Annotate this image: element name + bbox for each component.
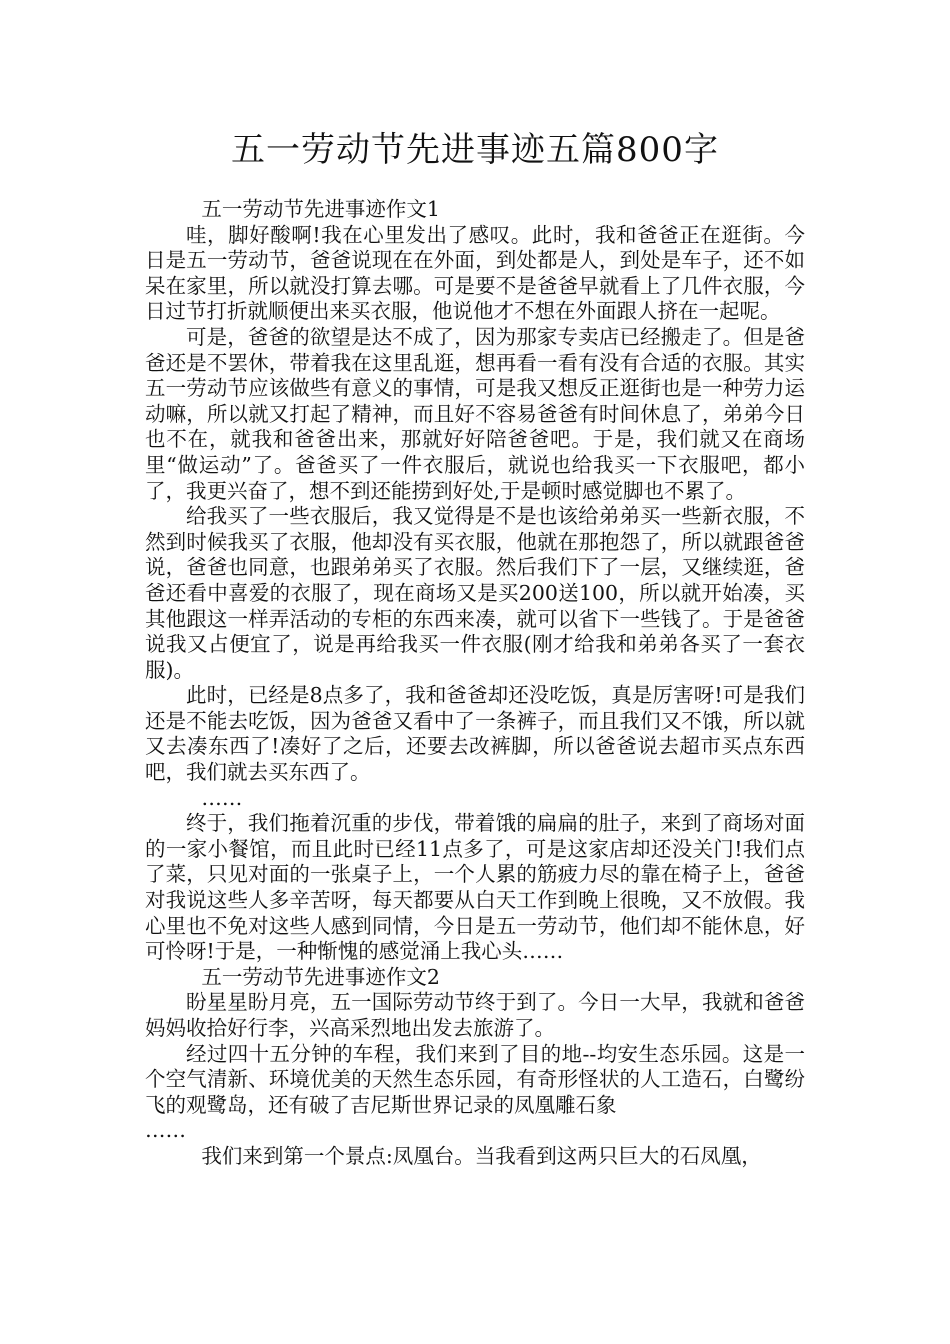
paragraph: 终于，我们拖着沉重的步伐，带着饿的扁扁的肚子，来到了商场对面的一家小餐馆，而且此时已经11点多了，可是这家店却还没关门!我们点了菜，只见对面的一张桌子上，一个人累的筋疲力尽的靠在椅子上，爸爸对我说这些人多辛苦呀，每天都要从白天工作到晚上很晚，又不放假。我心里也不免对这些人感到同情，今日是五一劳动节，他们却不能休息，好可怜呀!于是，一种惭愧的感觉涌上我心头……: [145, 811, 805, 964]
paragraph: 哇，脚好酸啊!我在心里发出了感叹。此时，我和爸爸正在逛街。今日是五一劳动节，爸爸说现在在外面，到处都是人，到处是车子，还不如呆在家里，所以就没打算去哪。可是要不是爸爸早就看上了几件衣服，今日过节打折就顺便出来买衣服，他说他才不想在外面跟人挤在一起呢。: [145, 222, 805, 324]
paragraph: 盼星星盼月亮，五一国际劳动节终于到了。今日一大早，我就和爸爸妈妈收拾好行李，兴高采烈地出发去旅游了。: [145, 990, 805, 1040]
paragraph: 经过四十五分钟的车程，我们来到了目的地--均安生态乐园。这是一个空气清新、环境优美的天然生态乐园，有奇形怪状的人工造石，白鹭纷飞的观鹭岛，还有破了吉尼斯世界记录的凤凰雕石象: [145, 1041, 805, 1117]
paragraph: 给我买了一些衣服后，我又觉得是不是也该给弟弟买一些新衣服，不然到时候我买了衣服，他却没有买衣服，他就在那抱怨了，所以就跟爸爸说，爸爸也同意，也跟弟弟买了衣服。然后我们下了一层，又继续逛，爸爸还看中喜爱的衣服了，现在商场又是买200送100，所以就开始凑，买其他跟这一样弄活动的专柜的东西来凑，就可以省下一些钱了。于是爸爸说我又占便宜了，说是再给我买一件衣服(刚才给我和弟弟各买了一套衣服)。: [145, 504, 805, 682]
document-body: [145, 197, 805, 1170]
section-heading-essay-2: 五一劳动节先进事迹作文2: [201, 964, 440, 989]
paragraph: 可是，爸爸的欲望是达不成了，因为那家专卖店已经搬走了。但是爸爸还是不罢休，带着我在这里乱逛，想再看一看有没有合适的衣服。其实五一劳动节应该做些有意义的事情，可是我又想反正逛街也是一种劳力运动嘛，所以就又打起了精神，而且好不容易爸爸有时间休息了，弟弟今日也不在，就我和爸爸出来，那就好好陪爸爸吧。于是，我们就又在商场里“做运动”了。爸爸买了一件衣服后，就说也给我买一下衣服吧，都小了，我更兴奋了，想不到还能捞到好处,于是顿时感觉脚也不累了。: [145, 324, 805, 503]
paragraph: 我们来到第一个景点:凤凰台。当我看到这两只巨大的石凤凰，: [201, 1143, 762, 1168]
ellipsis-line: ……: [201, 785, 243, 810]
document-title: 五一劳动节先进事迹五篇800字: [231, 130, 719, 170]
paragraph: 此时，已经是8点多了，我和爸爸却还没吃饭，真是厉害呀!可是我们还是不能去吃饭，因为爸爸又看中了一条裤子，而且我们又不饿，所以就又去凑东西了!凑好了之后，还要去改裤脚，所以爸爸说去超市买点东西吧，我们就去买东西了。: [145, 683, 805, 785]
ellipsis-line: ……: [145, 1118, 186, 1143]
section-heading-essay-1: 五一劳动节先进事迹作文1: [201, 197, 440, 221]
